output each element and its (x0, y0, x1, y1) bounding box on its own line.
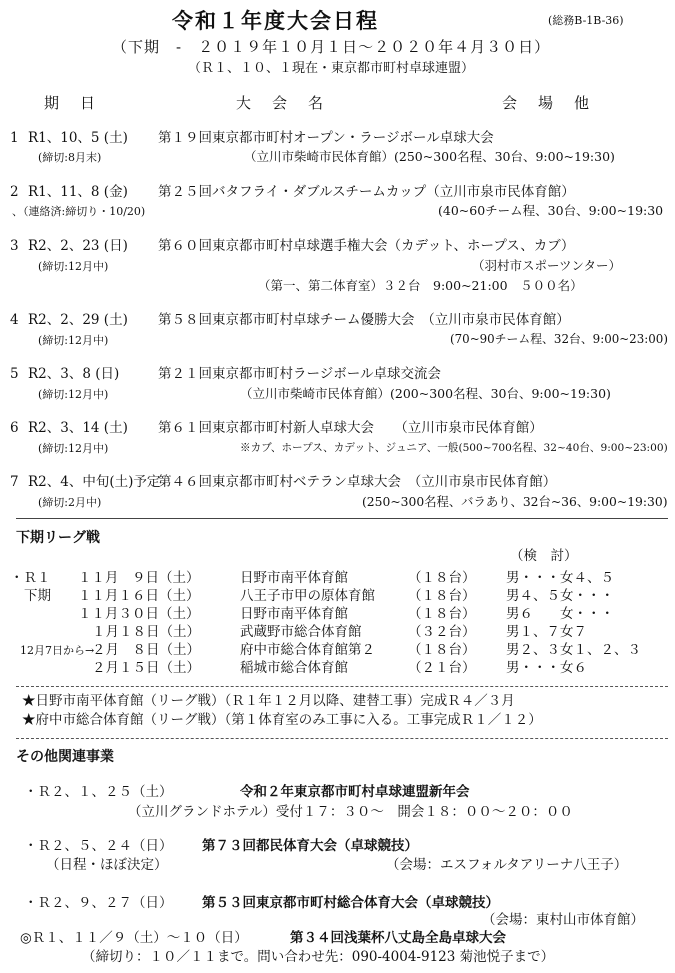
event-venue: (250~300名程、バラあり、32台~36、9:00~19:30) (362, 495, 668, 509)
league-prefix-period: 下期 (24, 588, 51, 604)
notice: ★日野市南平体育館（リーグ戦）（Ｒ１年１２月以降、建替工事）完成Ｒ４／３月 (22, 693, 515, 709)
league-tables: （１８台） (408, 570, 476, 586)
other-date: ・Ｒ２、９、２７（日） (24, 895, 173, 911)
event-date: R2、2、29 (土) (28, 312, 128, 328)
event-venue: ※カブ、ホープス、カデット、ジュニア、一般(500~700名程、32~40台、9:00~23:00) (240, 442, 668, 454)
event-number: 1 (10, 130, 19, 146)
event-deadline: (締切:12月中) (38, 442, 109, 455)
event-name: 第６１回東京都市町村新人卓球大会 （立川市泉市民体育館） (158, 420, 543, 436)
event-deadline: (締切:12月中) (38, 388, 109, 401)
section-divider (16, 518, 668, 519)
event-venue: （立川市柴崎市民体育館）(200~300名程、30台、9:00~19:30) (240, 386, 611, 401)
league-review: 男・・・女６ (506, 660, 587, 676)
event-deadline: (締切:12月中) (38, 334, 109, 347)
league-date: １月１８日（土） (92, 624, 200, 640)
event-name: 第１９回東京都市町村オープン・ラージボール卓球大会 (158, 130, 494, 146)
event-venue: （立川市柴崎市民体育館）(250~300名程、30台、9:00~19:30) (244, 149, 615, 164)
league-date: １１月 ９日（土） (78, 570, 200, 586)
event-venue-detail: （第一、第二体育室）３２台 9:00~21:00 ５００名） (258, 278, 583, 293)
league-date: ２月１５日（土） (92, 660, 200, 676)
page-title: 令和１年度大会日程 (172, 8, 379, 33)
league-review-label: （検 討） (510, 548, 578, 564)
league-tables: （１８台） (408, 642, 476, 658)
event-number: 7 (10, 474, 19, 490)
league-venue: 八王子市甲の原体育館 (240, 588, 375, 604)
event-deadline: (締切:12月中) (38, 260, 109, 273)
event-number: 5 (10, 366, 19, 382)
other-detail: （締切り：１０／１１まで。問い合わせ先：090-4004-9123 菊池悦子まで） (82, 949, 555, 965)
league-review: 男２、３女１、２、３ (506, 642, 641, 658)
league-title: 下期リーグ戦 (16, 530, 100, 546)
league-venue: 府中市総合体育館第２ (240, 642, 375, 658)
as-of-line: （Ｒ１、１０、１現在・東京都市町村卓球連盟） (188, 61, 475, 76)
league-tables: （３２台） (408, 624, 476, 640)
other-name: 第５３回東京都市町村総合体育大会（卓球競技） (202, 895, 499, 911)
column-date: 期 日 (44, 94, 99, 112)
period-line: （下期 - ２０１９年１０月１日～２０２０年４月３０日） (112, 38, 551, 56)
other-title: その他関連事業 (16, 749, 114, 765)
league-venue: 稲城市総合体育館 (240, 660, 348, 676)
other-detail: （会場：東村山市体育館） (482, 912, 644, 928)
other-name: 第３４回浅葉杯八丈島全島卓球大会 (290, 930, 506, 946)
other-name: 第７３回都民体育大会（卓球競技） (202, 838, 418, 854)
event-deadline: (締切:2月中) (38, 496, 102, 509)
league-prefix: ・Ｒ１ (10, 570, 51, 586)
column-venue: 会 場 他 (502, 94, 593, 112)
event-name: 第４６回東京都市町村ベテラン卓球大会 （立川市泉市民体育館） (158, 474, 557, 490)
event-date: R2、3、14 (土) (28, 420, 128, 436)
doc-code: (総務B-1B-36) (548, 14, 624, 27)
other-name: 令和２年東京都市町村卓球連盟新年会 (240, 784, 470, 800)
league-review: 男４、５女・・・ (506, 588, 614, 604)
event-date: R2、4、中旬(土)予定 (28, 474, 161, 490)
league-review: 男１、７女７ (506, 624, 587, 640)
league-review: 男・・・女４、５ (506, 570, 614, 586)
event-deadline: 、（連絡済:締切り・10/20) (12, 205, 146, 218)
event-venue: (70~90チーム程、32台、9:00~23:00) (450, 332, 668, 346)
league-venue: 武蔵野市総合体育館 (240, 624, 362, 640)
league-date: １１月１６日（土） (78, 588, 200, 604)
league-note: 12月7日から→ (20, 644, 95, 657)
event-number: 4 (10, 312, 19, 328)
league-date: １１月３０日（土） (78, 606, 200, 622)
event-date: R2、2、23 (日) (28, 238, 128, 254)
event-venue: (40~60チーム程、30台、9:00~19:30 (438, 203, 664, 218)
other-date: ・Ｒ２、５、２４（日） (24, 838, 173, 854)
league-venue: 日野市南平体育館 (240, 606, 348, 622)
other-detail: （会場：エスフォルタアリーナ八王子） (386, 857, 628, 873)
event-venue: （羽村市スポーツンター） (472, 258, 622, 273)
event-date: R1、10、5 (土) (28, 130, 128, 146)
other-date: ・Ｒ２、１、２５（土） (24, 784, 173, 800)
event-date: R1、11、8 (金) (28, 184, 128, 200)
league-venue: 日野市南平体育館 (240, 570, 348, 586)
league-tables: （２１台） (408, 660, 476, 676)
event-name: 第２５回バタフライ・ダブルスチームカップ（立川市泉市民体育館） (158, 184, 575, 200)
event-deadline: (締切:8月末) (38, 151, 102, 164)
other-detail: （立川グランドホテル）受付１７：３０～ 開会１８：００～２０：００ (128, 804, 573, 820)
event-date: R2、3、8 (日) (28, 366, 120, 382)
other-detail-left: （日程・ほぼ決定） (46, 857, 168, 873)
league-date: ２月 ８日（土） (92, 642, 200, 658)
other-date: ◎Ｒ１、１１／９（土）～１０（日） (20, 930, 248, 946)
event-name: 第５８回東京都市町村卓球チーム優勝大会 （立川市泉市民体育館） (158, 312, 570, 328)
league-tables: （１８台） (408, 588, 476, 604)
event-name: 第２１回東京都市町村ラージボール卓球交流会 (158, 366, 441, 382)
event-name: 第６０回東京都市町村卓球選手権大会（カデット、ホープス、カブ） (158, 238, 575, 254)
notice: ★府中市総合体育館（リーグ戦）（第１体育室のみ工事に入る。工事完成Ｒ１／１２） (22, 712, 542, 728)
league-tables: （１８台） (408, 606, 476, 622)
dashed-divider (16, 686, 668, 687)
league-review: 男６ 女・・・ (506, 606, 614, 622)
event-number: 2 (10, 184, 19, 200)
column-name: 大 会 名 (236, 94, 327, 112)
event-number: 3 (10, 238, 19, 254)
event-number: 6 (10, 420, 19, 436)
dashed-divider (16, 738, 668, 739)
